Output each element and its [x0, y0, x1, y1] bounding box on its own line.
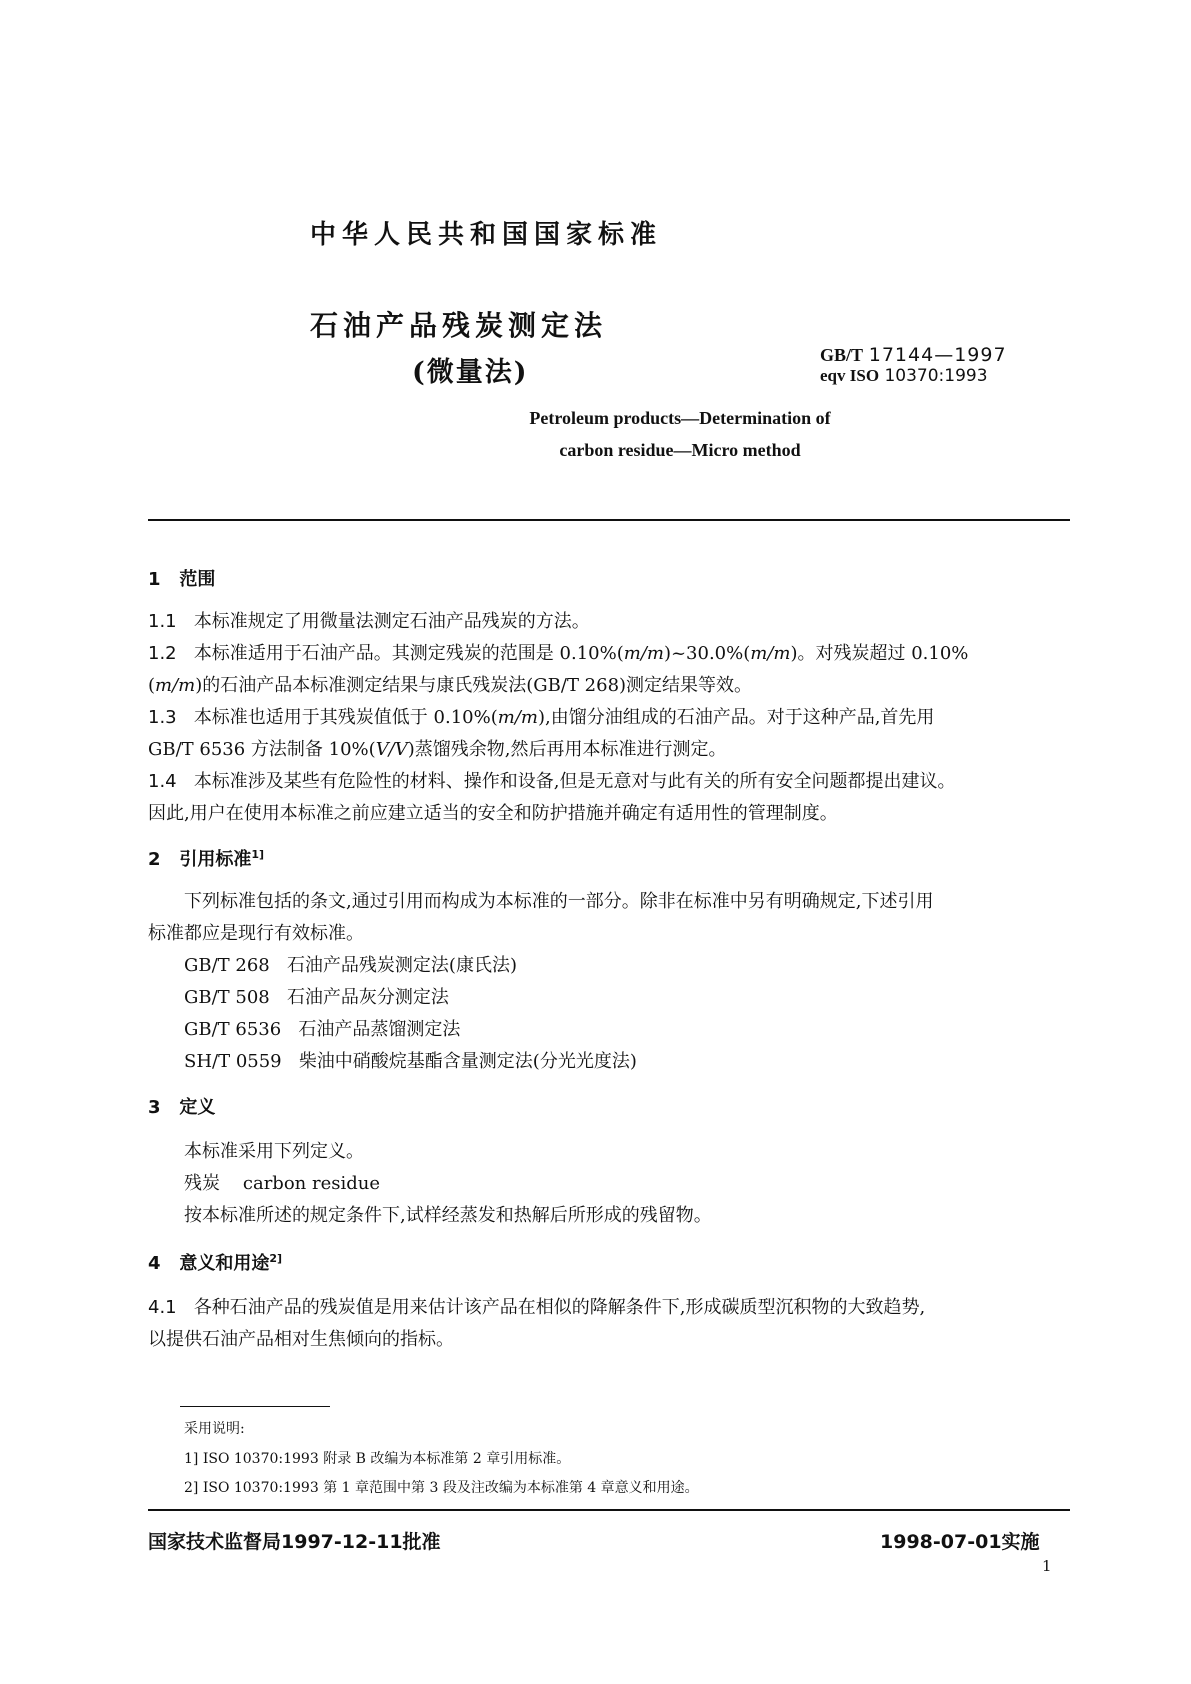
section-number: 4: [148, 1253, 161, 1274]
section-title: 定义: [179, 1097, 216, 1118]
clause-4-1: [148, 1293, 925, 1319]
effective-date: 1998-07-01实施: [880, 1531, 1040, 1553]
clause-1-3: [148, 703, 934, 729]
reference-item: [184, 983, 449, 1009]
section-title: 引用标准: [179, 849, 252, 870]
section-1-heading: [148, 565, 215, 591]
document-subtitle-cn: (微量法): [412, 357, 529, 388]
unit-mm: m/m: [155, 675, 196, 696]
clause-4-1-cont: 以提供石油产品相对生焦倾向的指标。: [148, 1329, 454, 1350]
clause-number: 1.3: [148, 707, 177, 728]
clause-number: 4.1: [148, 1297, 177, 1318]
section-4-heading: [148, 1249, 282, 1275]
clause-text: )。对残炭超过 0.10%: [790, 643, 969, 664]
footer-divider: [148, 1509, 1070, 1511]
section-number: 3: [148, 1097, 161, 1118]
reference-code: GB/T 268: [184, 955, 270, 976]
footnote-2: 2] ISO 10370:1993 第 1 章范围中第 3 段及注改编为本标准第 4 章意义和用途。: [184, 1480, 699, 1496]
clause-text: 各种石油产品的残炭值是用来估计该产品在相似的降解条件下,形成碳质型沉积物的大致趋势,: [193, 1297, 926, 1318]
standard-number: [820, 344, 1007, 366]
clause-text: 本标准适用于石油产品。其测定残炭的范围是 0.10%(: [193, 643, 624, 664]
unit-mm: m/m: [623, 643, 664, 664]
footnote-title: 采用说明:: [184, 1421, 245, 1437]
clause-1-1: [148, 607, 590, 633]
document-title-en-line1: Petroleum products—Determination of: [529, 408, 831, 428]
unit-mm: m/m: [750, 643, 791, 664]
reference-code: SH/T 0559: [184, 1051, 282, 1072]
section-2-intro: 下列标准包括的条文,通过引用而构成为本标准的一部分。除非在标准中另有明确规定,下述引用: [184, 891, 934, 912]
clause-number: 1.1: [148, 611, 177, 632]
term-cn: 残炭: [184, 1173, 220, 1194]
clause-text: 本标准规定了用微量法测定石油产品残炭的方法。: [193, 611, 590, 632]
clause-text: )蒸馏残余物,然后再用本标准进行测定。: [407, 739, 727, 760]
section-2-heading: [148, 845, 264, 871]
footnote-ref: 1]: [251, 848, 265, 861]
clause-text: (: [148, 675, 156, 696]
clause-text: 本标准也适用于其残炭值低于 0.10%(: [193, 707, 498, 728]
approval-line: 国家技术监督局1997-12-11批准: [148, 1531, 441, 1553]
equivalent-standard: [820, 366, 988, 386]
clause-number: 1.4: [148, 771, 177, 792]
clause-1-2: [148, 639, 968, 665]
section-number: 1: [148, 569, 161, 590]
unit-mm: m/m: [497, 707, 538, 728]
footnote-divider: [180, 1406, 330, 1407]
clause-text: ),由馏分油组成的石油产品。对于这种产品,首先用: [537, 707, 935, 728]
clause-text: GB/T 6536 方法制备 10%(: [148, 739, 376, 760]
reference-code: GB/T 6536: [184, 1019, 282, 1040]
reference-title: 石油产品灰分测定法: [286, 987, 449, 1008]
clause-1-4: [148, 767, 956, 793]
footnote-ref: 2]: [269, 1252, 283, 1265]
section-3-intro: 本标准采用下列定义。: [184, 1141, 364, 1162]
header-divider: [148, 519, 1070, 521]
clause-number: 1.2: [148, 643, 177, 664]
clause-text: )~30.0%(: [663, 643, 751, 664]
reference-title: 柴油中硝酸烷基酯含量测定法(分光光度法): [298, 1051, 637, 1072]
section-title: 范围: [179, 569, 216, 590]
standard-code: GB/T: [820, 345, 864, 365]
section-3-heading: [148, 1093, 215, 1119]
section-title: 意义和用途: [179, 1253, 270, 1274]
term-en: carbon residue: [242, 1173, 380, 1194]
clause-1-2-cont: [148, 671, 752, 697]
standard-category-title: 中华人民共和国国家标准: [310, 220, 663, 250]
eqv-number: 10370:1993: [884, 366, 988, 386]
section-number: 2: [148, 849, 161, 870]
clause-1-4-cont: 因此,用户在使用本标准之前应建立适当的安全和防护措施并确定有适用性的管理制度。: [148, 803, 838, 824]
page-number: 1: [1042, 1557, 1052, 1575]
reference-title: 石油产品残炭测定法(康氏法): [286, 955, 517, 976]
unit-vv: V/V: [375, 739, 408, 760]
term: [184, 1169, 380, 1195]
footnote-1: 1] ISO 10370:1993 附录 B 改编为本标准第 2 章引用标准。: [184, 1451, 571, 1467]
reference-item: [184, 1015, 460, 1041]
eqv-code: eqv ISO: [820, 366, 880, 385]
clause-1-3-cont: [148, 735, 727, 761]
section-2-intro-cont: 标准都应是现行有效标准。: [148, 923, 364, 944]
reference-title: 石油产品蒸馏测定法: [298, 1019, 461, 1040]
reference-item: [184, 951, 517, 977]
reference-item: [184, 1047, 637, 1073]
standard-number-value: 17144—1997: [868, 344, 1007, 366]
term-definition: 按本标准所述的规定条件下,试样经蒸发和热解后所形成的残留物。: [184, 1205, 712, 1226]
document-title-cn: 石油产品残炭测定法: [310, 309, 608, 342]
clause-text: )的石油产品本标准测定结果与康氏残炭法(GB/T 268)测定结果等效。: [195, 675, 753, 696]
clause-text: 本标准涉及某些有危险性的材料、操作和设备,但是无意对与此有关的所有安全问题都提出建议。: [193, 771, 956, 792]
document-title-en-line2: carbon residue—Micro method: [559, 440, 801, 460]
reference-code: GB/T 508: [184, 987, 270, 1008]
